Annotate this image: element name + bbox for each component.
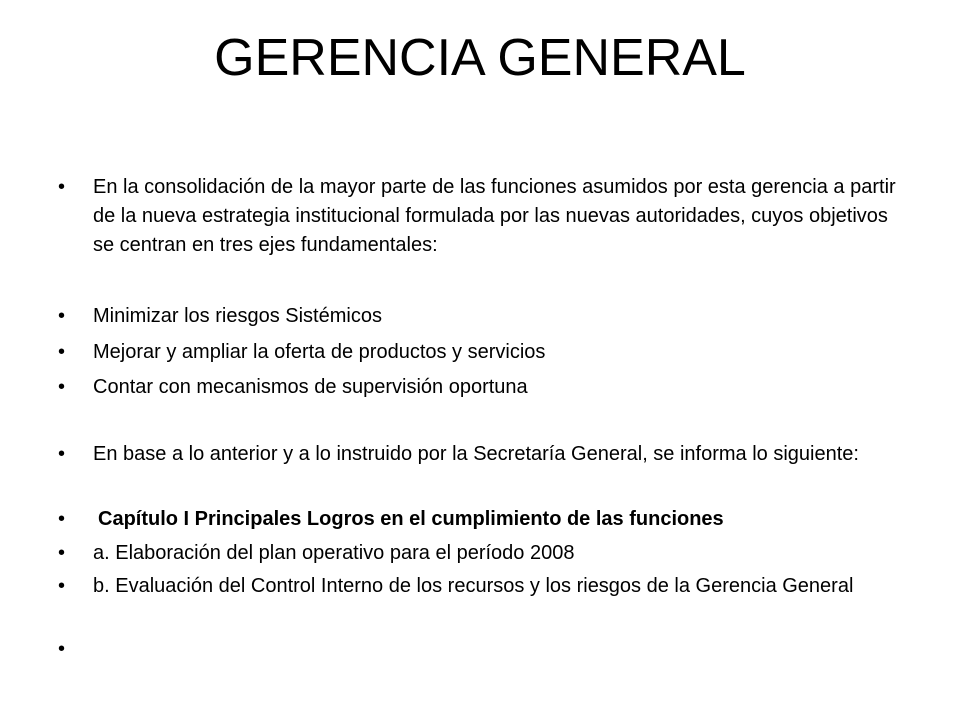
bullet-item-control-interno <box>58 572 908 601</box>
bullet-glyph: • <box>58 176 66 198</box>
bullet-text: Contar con mecanismos de supervisión oportuna <box>93 376 528 398</box>
bullet-text: b. Evaluación del Control Interno de los recursos y los riesgos de la Gerencia General <box>93 575 854 597</box>
bullet-text: En la consolidación de la mayor parte de las funciones asumidos por esta gerencia a partir de la nueva estrategia institucional formulada por las nuevas autoridades, cuyos objetivos se centran en tres ejes fundamentales: <box>93 176 896 256</box>
bullet-glyph: • <box>58 305 66 327</box>
bullet-glyph: • <box>58 443 66 465</box>
bullet-item-informe <box>58 440 908 469</box>
bullet-item-capitulo <box>58 505 908 534</box>
bullet-glyph: • <box>58 638 66 660</box>
bullet-glyph: • <box>58 575 66 597</box>
bullet-item-intro <box>58 173 908 260</box>
bullet-glyph: • <box>58 376 66 398</box>
bullet-text: Capítulo I Principales Logros en el cumplimiento de las funciones <box>98 508 724 530</box>
bullet-text: Mejorar y ampliar la oferta de productos y servicios <box>93 341 546 363</box>
slide-title: GERENCIA GENERAL <box>214 29 746 87</box>
bullet-text: Minimizar los riesgos Sistémicos <box>93 305 382 327</box>
bullet-glyph: • <box>58 508 66 530</box>
bullet-item-riesgos <box>58 302 908 331</box>
bullet-item-supervision <box>58 373 908 402</box>
bullet-item-oferta <box>58 338 908 367</box>
bullet-glyph: • <box>58 542 66 564</box>
bullet-item-plan-operativo <box>58 539 908 568</box>
bullet-text: a. Elaboración del plan operativo para el período 2008 <box>93 542 575 564</box>
bullet-glyph: • <box>58 341 66 363</box>
bullet-text: En base a lo anterior y a lo instruido por la Secretaría General, se informa lo siguiente: <box>93 443 859 465</box>
